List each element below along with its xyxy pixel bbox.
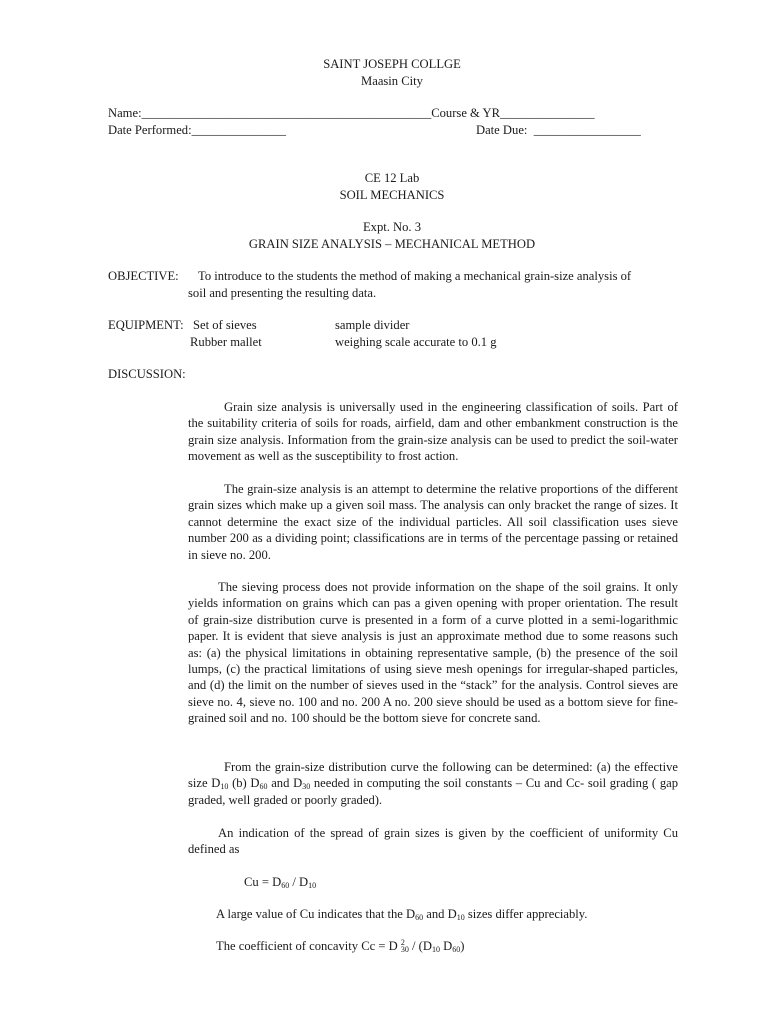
date-due-label: Date Due: <box>476 123 528 137</box>
date-performed-blank: _______________ <box>191 123 287 137</box>
discussion-paragraph-4: From the grain-size distribution curve the following can be determined: (a) the effective size $D_{10}$ (b) $D_{60}$ and $D_{30}$ needed in computing the soil constants – Cu and Cc- soil grading ( gap graded, well graded or poorly graded). <box>188 760 678 807</box>
school-name: SAINT JOSEPH COLLGE <box>323 57 461 71</box>
objective-line-1: To introduce to the students the method of making a mechanical grain-size analysis of <box>198 269 632 283</box>
discussion-label: DISCUSSION: <box>108 367 186 381</box>
equipment-label: EQUIPMENT: <box>108 318 184 332</box>
equipment-item: sample divider <box>335 318 410 332</box>
uniformity-formula: $Cu = D_{60} / D_{10}$ <box>244 875 317 890</box>
experiment-title: GRAIN SIZE ANALYSIS – MECHANICAL METHOD <box>248 237 536 251</box>
course-subject: SOIL MECHANICS <box>339 188 445 202</box>
uniformity-note: A large value of Cu indicates that the $D_{60}$ and $D_{10}$ sizes differ appreciably. <box>216 907 588 922</box>
date-due-row <box>476 122 641 138</box>
name-blank: ______________________________________________ <box>141 106 432 120</box>
date-performed-row <box>108 122 286 138</box>
objective-line-2: soil and presenting the resulting data. <box>188 286 377 300</box>
course-blank: _______________ <box>500 106 595 120</box>
date-due-blank: _________________ <box>533 123 641 137</box>
equipment-item: weighing scale accurate to 0.1 g <box>335 335 497 349</box>
course-label: Course & YR <box>431 106 501 120</box>
name-label: Name: <box>108 106 142 120</box>
concavity-formula: The coefficient of concavity Cc = D $^2_{30} / (D_{10}$ $D_{60}$) <box>216 938 465 954</box>
name-field-row <box>108 105 595 121</box>
discussion-paragraph-5: An indication of the spread of grain sizes is given by the coefficient of uniformity Cu defined as <box>188 826 678 857</box>
equipment-item: Rubber mallet <box>190 335 262 349</box>
course-code: CE 12 Lab <box>364 171 420 185</box>
school-city: Maasin City <box>361 74 423 88</box>
objective-label: OBJECTIVE: <box>108 269 179 283</box>
equipment-item: Set of sieves <box>193 318 257 332</box>
discussion-paragraph-1: Grain size analysis is universally used in the engineering classification of soils. Part of the suitability criteria of soils for roads, airfield, dam and other embankment construction is the grain size analysis. Information from the grain-size analysis can be used to predict the soil-water movement as well as the susceptibility to frost action. <box>188 400 678 464</box>
discussion-paragraph-3: The sieving process does not provide information on the shape of the soil grains. It only yields information on grains which can pas a given opening with proper orientation. The result of grain-size distribution curve is presented in a form of a curve plotted in a semi-logarithmic paper. It is evident that sieve analysis is just an approximate method due to some reasons such as: (a) the physical limitations in obtaining representative sample, (b) the presence of the soil lumps, (c) the practical limitations of using sieve mesh openings for irregular-shaped particles, and (d) the limit on the number of sieves used in the “stack” for the analysis. Control sieves are sieve no. 4, sieve no. 100 and no. 200 A no. 200 sieve should be used as a bottom sieve for fine-grained soil and no. 100 should be the bottom sieve for concrete sand. <box>188 580 678 726</box>
experiment-number: Expt. No. 3 <box>362 220 422 234</box>
discussion-paragraph-2: The grain-size analysis is an attempt to determine the relative proportions of the different grain sizes which make up a given soil mass. The analysis can only bracket the range of sizes. It cannot determine the exact size of the individual particles. All soil classification uses sieve number 200 as a dividing point; classifications are in terms of the percentage passing or retained in sieve no. 200. <box>188 482 678 562</box>
date-performed-label: Date Performed: <box>108 123 192 137</box>
